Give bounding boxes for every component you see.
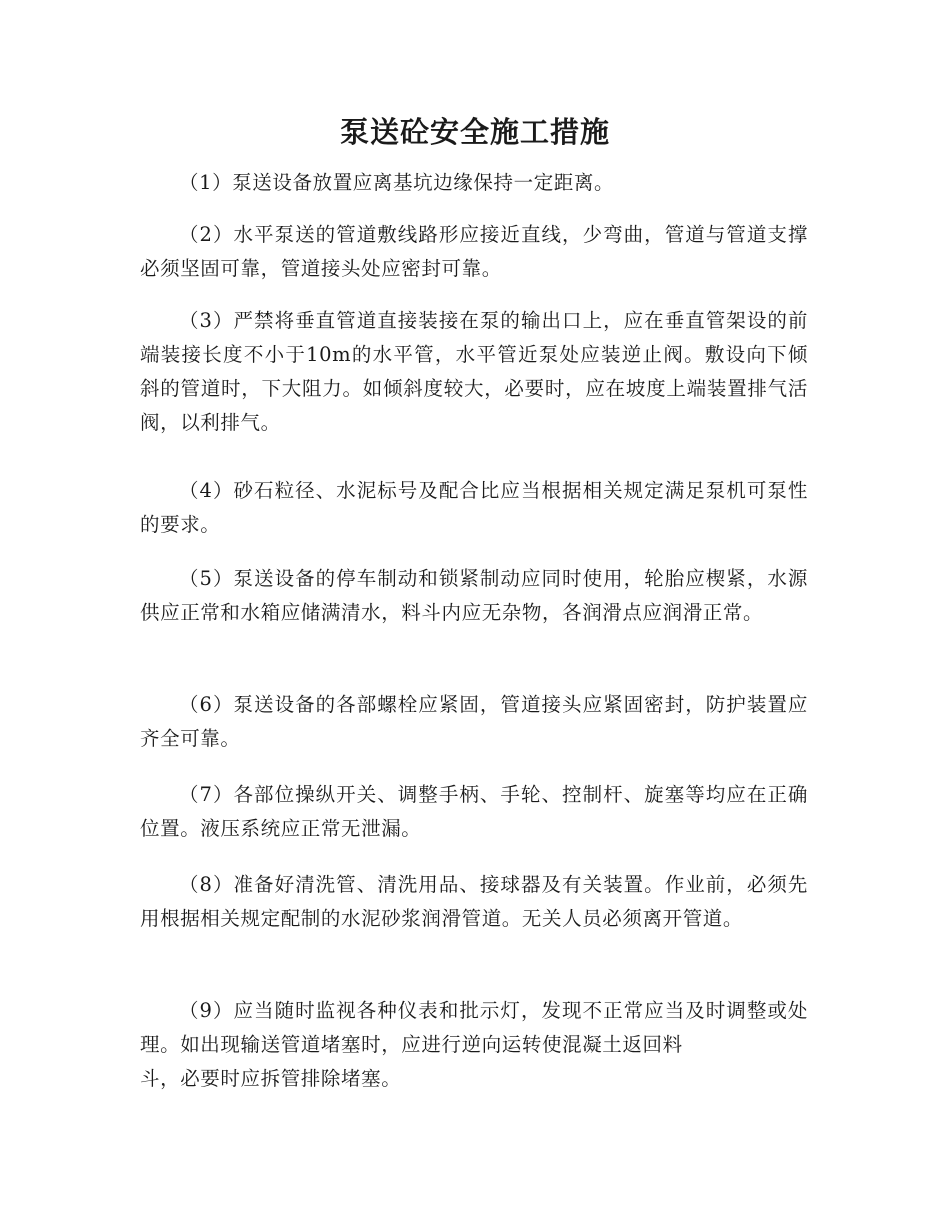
paragraph-9-continued: 斗，必要时应拆管排除堵塞。 [140, 1067, 402, 1090]
paragraph-9: （9）应当随时监视各种仪表和批示灯，发现不正常应当及时调整或处理。如出现输送管道堵塞时，应进行逆向运转使混凝土返回料 [140, 999, 808, 1056]
paragraph-5: （5）泵送设备的停车制动和锁紧制动应同时使用，轮胎应楔紧，水源供应正常和水箱应储满清水，料斗内应无杂物，各润滑点应润滑正常。 [140, 567, 808, 624]
paragraph-7: （7）各部位操纵开关、调整手柄、手轮、控制杆、旋塞等均应在正确位置。液压系统应正常无泄漏。 [140, 783, 808, 840]
paragraph-2: （2）水平泵送的管道敷线路形应接近直线，少弯曲，管道与管道支撑必须坚固可靠，管道接头处应密封可靠。 [140, 223, 808, 280]
document-title: 泵送砼安全施工措施 [339, 115, 610, 149]
paragraph-3: （3）严禁将垂直管道直接装接在泵的输出口上，应在垂直管架设的前端装接长度不小于10m的水平管，水平管近泵处应装逆止阀。敷设向下倾斜的管道时，下大阻力。如倾斜度较大，必要时，应在坡度上端装置排气活阀，以利排气。 [140, 309, 808, 434]
paragraph-4: （4）砂石粒径、水泥标号及配合比应当根据相关规定满足泵机可泵性的要求。 [140, 479, 808, 536]
paragraph-1: （1）泵送设备放置应离基坑边缘保持一定距离。 [179, 171, 615, 194]
paragraph-6: （6）泵送设备的各部螺栓应紧固，管道接头应紧固密封，防护装置应齐全可靠。 [140, 693, 808, 750]
paragraph-8: （8）准备好清洗管、清洗用品、接球器及有关装置。作业前，必须先用根据相关规定配制的水泥砂浆润滑管道。无关人员必须离开管道。 [140, 873, 808, 930]
